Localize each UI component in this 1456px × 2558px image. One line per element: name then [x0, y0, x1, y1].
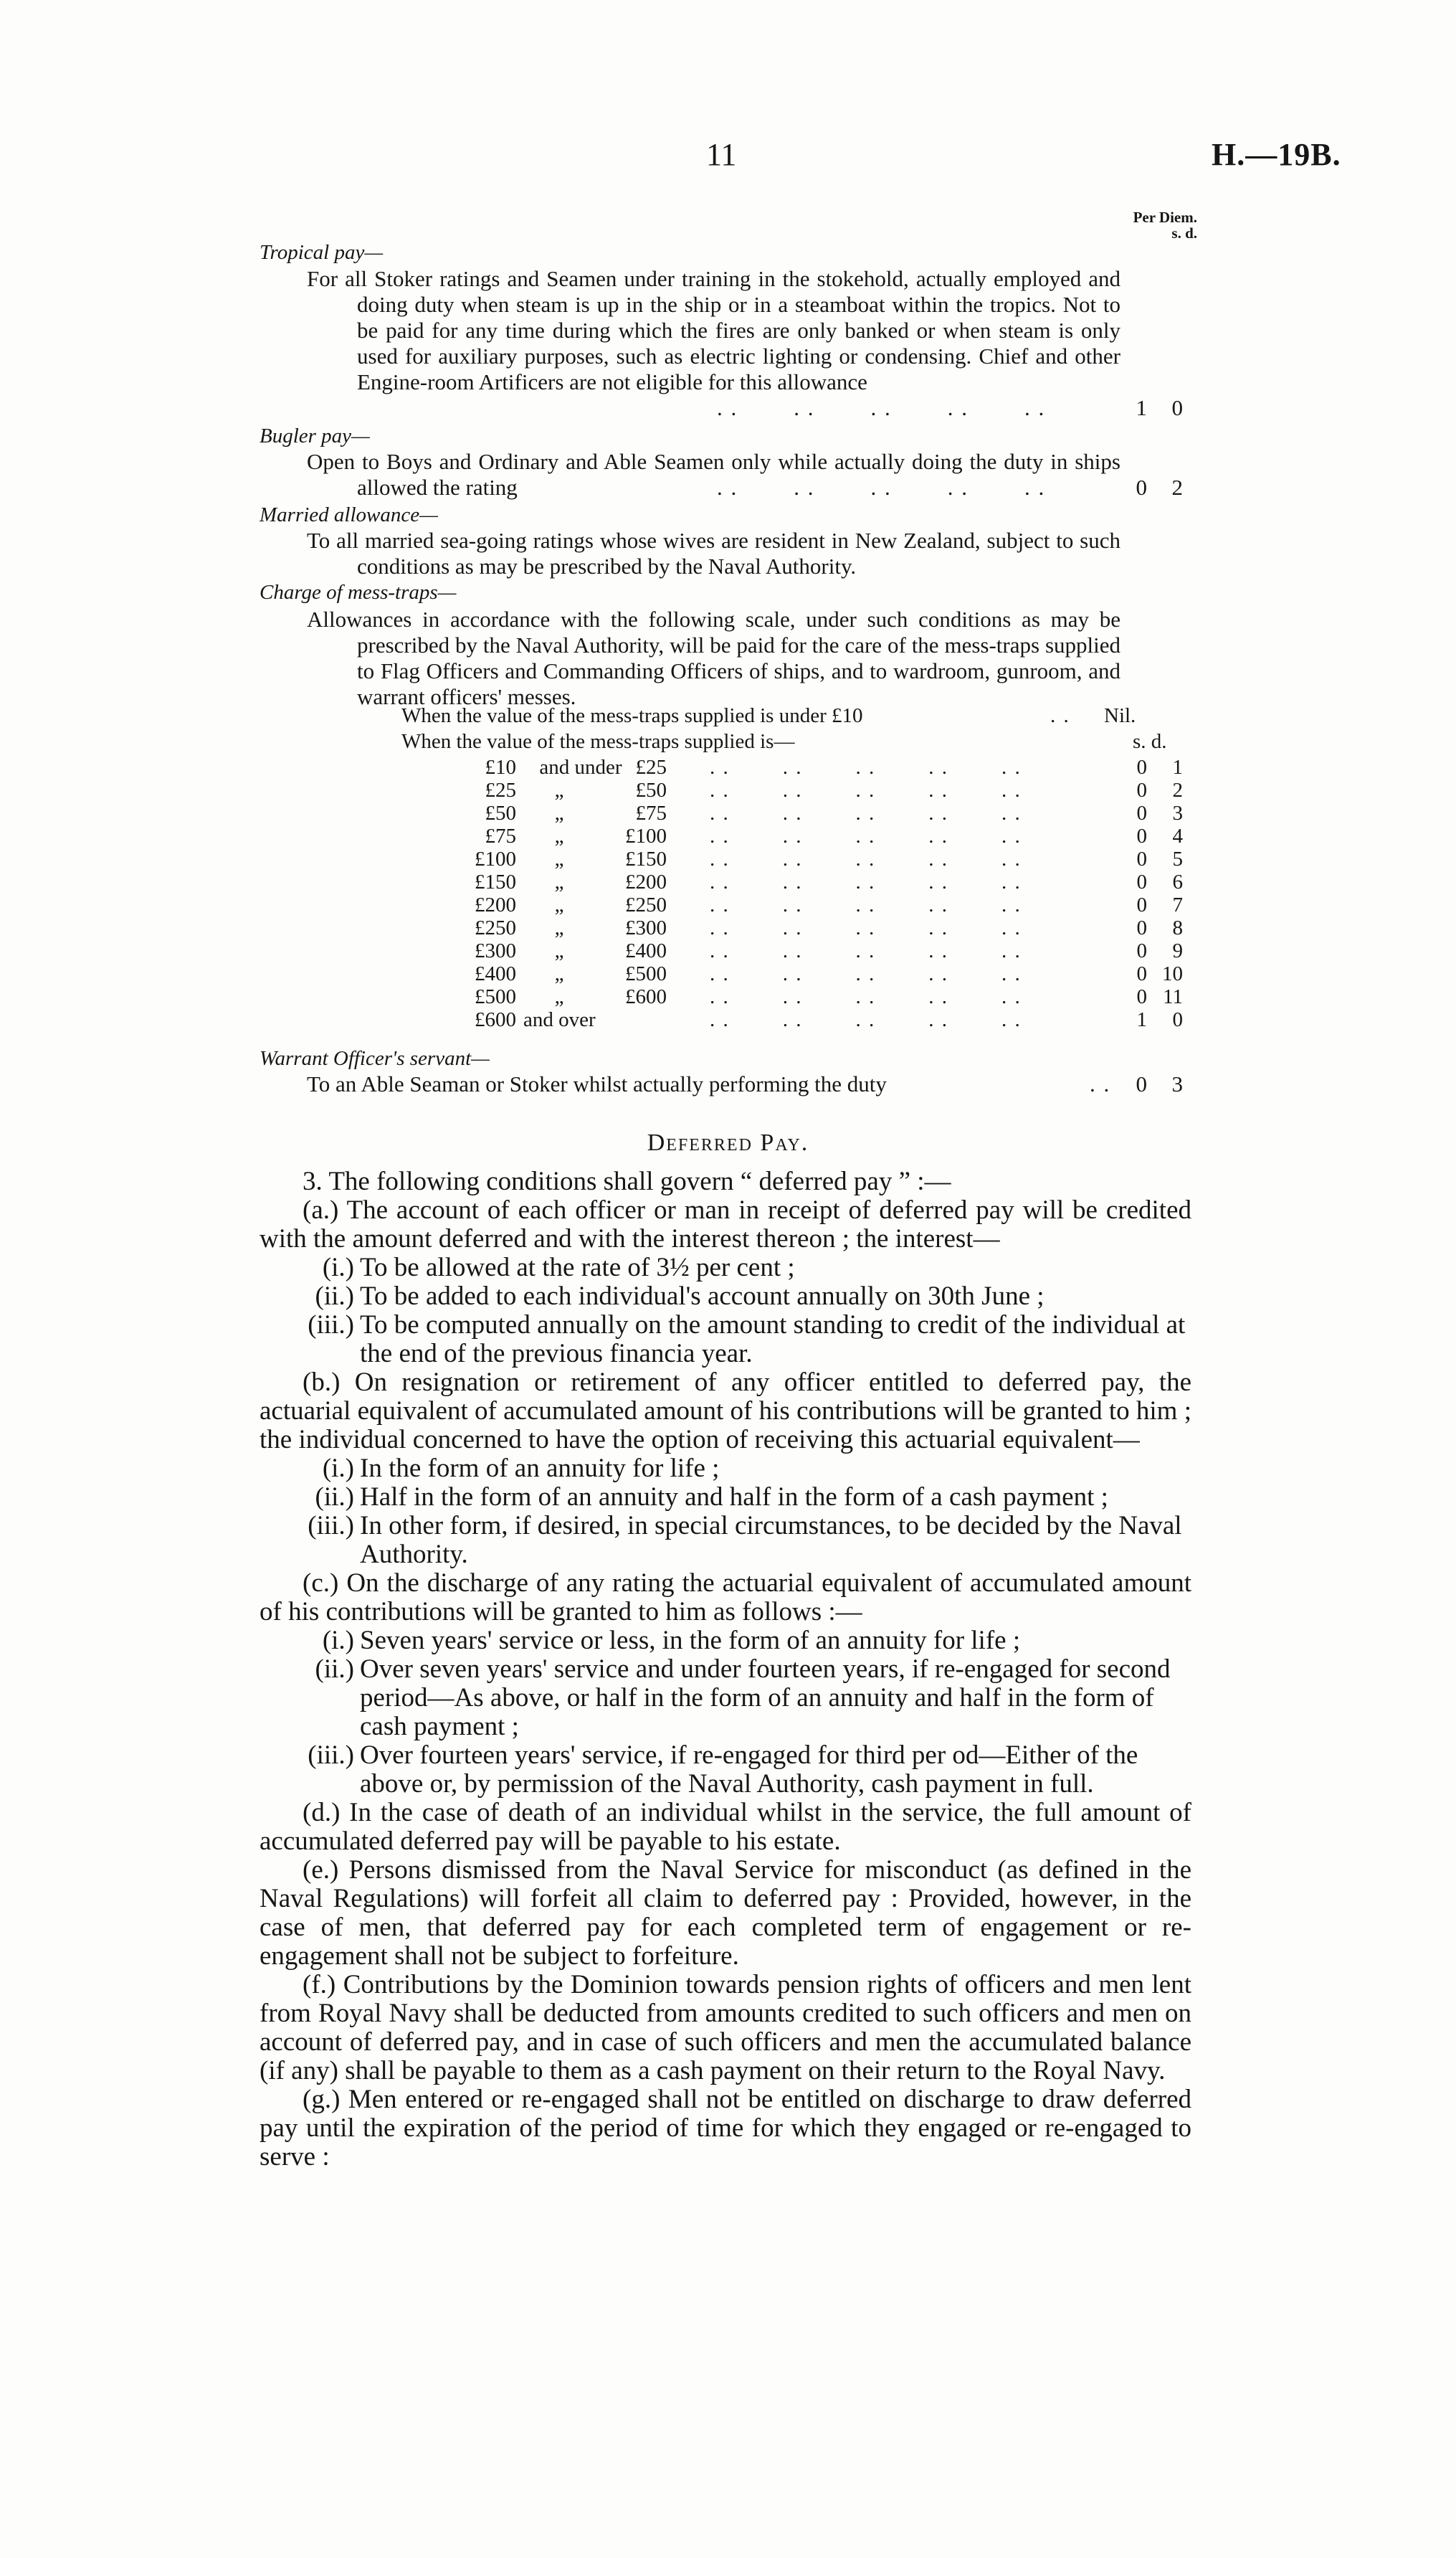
- item-text: Over seven years' service and under fourteen years, if re-engaged for second period—As above, or half in the form of an annuity and half in the form of cash payment ;: [360, 1654, 1171, 1741]
- row-shillings: 0: [1136, 825, 1147, 848]
- mess-traps-row: £50 „ £75 0 3 . . . . . . . . . .: [401, 802, 1212, 825]
- clause-f: (f.) Contributions by the Dominion towards pension rights of officers and men lent from Royal Navy shall be deducted from amounts credited to such officers and men on account of deferred pay, and in case of such officers and men the accumulated balance (if any) shall be payable to them as a cash payment on their return to the Royal Navy.: [260, 1970, 1191, 2085]
- row-to-value: £500: [625, 962, 667, 985]
- row-from-value: £600: [475, 1008, 516, 1031]
- row-separator: „: [554, 779, 564, 802]
- row-pence: 4: [1172, 825, 1183, 848]
- row-shillings: 1: [1136, 1008, 1147, 1031]
- item-number: (ii.): [315, 1482, 354, 1512]
- item-number: (i.): [322, 1253, 354, 1282]
- row-separator: „: [554, 894, 564, 916]
- row-to-value: £200: [625, 871, 667, 894]
- item-number: (iii.): [308, 1511, 354, 1540]
- clause-c-items: [260, 1626, 1191, 1799]
- clause-b: (b.) On resignation or retirement of any officer entitled to deferred pay, the actuarial equivalent of accumulated amount of his contributions will be granted to him ; the individual concerned to have the option of receiving this actuarial equivalent—: [260, 1368, 1191, 1454]
- mess-traps-rows: [401, 756, 1212, 1031]
- row-separator: and under: [539, 756, 622, 779]
- row-pence: 9: [1172, 939, 1183, 962]
- item-text: Seven years' service or less, in the form of an annuity for life ;: [360, 1626, 1021, 1655]
- row-pence: 5: [1172, 848, 1183, 871]
- item-text: In the form of an annuity for life ;: [360, 1454, 720, 1483]
- deferred-intro: 3. The following conditions shall govern “ deferred pay ” :—: [303, 1167, 951, 1196]
- row-pence: 3: [1172, 802, 1183, 825]
- row-shillings: 0: [1136, 756, 1147, 779]
- bugler-pay-rate: 0 2: [1136, 475, 1183, 500]
- row-separator: „: [554, 871, 564, 894]
- row-from-value: £10: [485, 756, 516, 779]
- row-pence: 6: [1172, 871, 1183, 894]
- bugler-pay-text: Open to Boys and Ordinary and Able Seamen only while actually doing the duty in ships allowed the rating: [307, 449, 1120, 500]
- clause-b-items: [260, 1454, 1191, 1569]
- item-number: (i.): [322, 1454, 354, 1483]
- row-separator: „: [554, 962, 564, 985]
- mess-traps-scale: [401, 704, 1212, 1031]
- clause-d: (d.) In the case of death of an individual whilst in the service, the full amount of accumulated deferred pay will be payable to his estate.: [260, 1798, 1191, 1856]
- warrant-servant-text: To an Able Seaman or Stoker whilst actually performing the duty: [307, 1071, 887, 1096]
- row-from-value: £250: [475, 916, 516, 939]
- mess-traps-row: £10 and under £25 0 1 . . . . . . . . . .: [401, 756, 1212, 779]
- per-diem-units: s. d.: [1171, 224, 1197, 242]
- mess-traps-under-row: When the value of the mess-traps supplied is under £10 . . Nil.: [401, 704, 1136, 727]
- row-shillings: 0: [1136, 962, 1147, 985]
- warrant-servant-heading: Warrant Officer's servant—: [260, 1047, 490, 1070]
- item-text: Over fourteen years' service, if re-engaged for third per od—Either of the above or, by permission of the Naval Authority, cash payment in full.: [360, 1740, 1138, 1799]
- row-shillings: 0: [1136, 779, 1147, 802]
- row-to-value: £600: [625, 985, 667, 1008]
- bugler-pay-heading: Bugler pay—: [260, 425, 370, 447]
- clause-c-item: [260, 1626, 1191, 1655]
- row-shillings: 0: [1136, 894, 1147, 916]
- clause-c-item: [260, 1741, 1191, 1799]
- tropical-pay-heading: Tropical pay—: [260, 241, 384, 264]
- row-shillings: 0: [1136, 916, 1147, 939]
- row-to-value: £75: [635, 802, 667, 825]
- item-number: (ii.): [315, 1654, 354, 1684]
- clause-e: (e.) Persons dismissed from the Naval Service for misconduct (as defined in the Naval Regulations) will forfeit all claim to deferred pay : Provided, however, in the case of men, that deferred pay for each completed term of engagement or re-engagement shall not be subject to forfeiture.: [260, 1855, 1191, 1971]
- item-text: Half in the form of an annuity and half in the form of a cash payment ;: [360, 1482, 1108, 1512]
- clause-c: (c.) On the discharge of any rating the actuarial equivalent of accumulated amount of his contributions will be granted to him as follows :—: [260, 1568, 1191, 1626]
- mess-traps-row: £600 and over 1 0 . . . . . . . . . .: [401, 1008, 1212, 1031]
- mess-traps-row: £200 „ £250 0 7 . . . . . . . . . .: [401, 894, 1212, 916]
- item-number: (i.): [322, 1626, 354, 1655]
- row-pence: 11: [1163, 985, 1183, 1008]
- row-shillings: 0: [1136, 939, 1147, 962]
- row-shillings: 0: [1136, 848, 1147, 871]
- mess-traps-heading: Charge of mess-traps—: [260, 581, 457, 604]
- row-to-value: £100: [625, 825, 667, 848]
- per-diem-header: [1104, 209, 1197, 241]
- mess-traps-row: £100 „ £150 0 5 . . . . . . . . . .: [401, 848, 1212, 871]
- clause-a-item: [260, 1254, 1191, 1282]
- clause-b-item: [260, 1454, 1191, 1483]
- row-separator: and over: [523, 1008, 596, 1031]
- row-separator: „: [554, 802, 564, 825]
- married-allowance-text: To all married sea-going ratings whose wives are resident in New Zealand, subject to such conditions as may be prescribed by the Naval Authority.: [307, 528, 1120, 579]
- item-text: To be computed annually on the amount standing to credit of the individual at the end of the previous financia year.: [360, 1310, 1186, 1368]
- mess-traps-row: £75 „ £100 0 4 . . . . . . . . . .: [401, 825, 1212, 848]
- row-separator: „: [554, 985, 564, 1008]
- row-to-value: £25: [635, 756, 667, 779]
- row-separator: „: [554, 939, 564, 962]
- mess-traps-text: Allowances in accordance with the following scale, under such conditions as may be prescribed by the Naval Authority, will be paid for the care of the mess-traps supplied to Flag Officers and Commanding Officers of ships, and to wardroom, gunroom, and warrant officers' messes.: [307, 607, 1120, 709]
- row-separator: „: [554, 848, 564, 871]
- tropical-pay-rate: 1 0: [1136, 395, 1183, 420]
- mess-traps-row: £150 „ £200 0 6 . . . . . . . . . .: [401, 871, 1212, 894]
- document-reference: H.—19B.: [1212, 137, 1341, 172]
- clause-b-item: [260, 1483, 1191, 1512]
- item-text: To be added to each individual's account annually on 30th June ;: [360, 1282, 1045, 1311]
- page-number: 11: [706, 137, 737, 172]
- mess-traps-row: £300 „ £400 0 9 . . . . . . . . . .: [401, 939, 1212, 962]
- row-to-value: £50: [635, 779, 667, 802]
- deferred-pay-body: [260, 1167, 1191, 2171]
- item-text: In other form, if desired, in special circumstances, to be decided by the Naval Authority.: [360, 1511, 1182, 1569]
- clause-a-items: [260, 1254, 1191, 1368]
- row-to-value: £300: [625, 916, 667, 939]
- clause-a-item: [260, 1311, 1191, 1368]
- row-separator: „: [554, 916, 564, 939]
- row-shillings: 0: [1136, 985, 1147, 1008]
- row-to-value: £400: [625, 939, 667, 962]
- row-pence: 2: [1172, 779, 1183, 802]
- row-from-value: £75: [485, 825, 516, 848]
- mess-traps-row: £500 „ £600 0 11 . . . . . . . . . .: [401, 985, 1212, 1008]
- row-pence: 7: [1172, 894, 1183, 916]
- deferred-pay-title: Deferred Pay.: [647, 1129, 809, 1156]
- item-number: (iii.): [308, 1740, 354, 1770]
- married-allowance-heading: Married allowance—: [260, 503, 438, 526]
- row-from-value: £500: [475, 985, 516, 1008]
- per-diem-label: Per Diem.: [1133, 209, 1197, 226]
- clause-c-item: [260, 1655, 1191, 1741]
- row-from-value: £150: [475, 871, 516, 894]
- row-to-value: £250: [625, 894, 667, 916]
- mess-traps-is-row: When the value of the mess-traps supplied is— s. d.: [401, 730, 1167, 753]
- row-shillings: 0: [1136, 802, 1147, 825]
- row-to-value: £150: [625, 848, 667, 871]
- row-pence: 8: [1172, 916, 1183, 939]
- clause-b-item: [260, 1512, 1191, 1569]
- mess-traps-row: £250 „ £300 0 8 . . . . . . . . . .: [401, 916, 1212, 939]
- item-number: (ii.): [315, 1282, 354, 1311]
- clause-g: (g.) Men entered or re-engaged shall not be entitled on discharge to draw deferred pay until the expiration of the period of time for which they engaged or re-engaged to serve :: [260, 2085, 1191, 2171]
- row-from-value: £100: [475, 848, 516, 871]
- clause-a: (a.) The account of each officer or man in receipt of deferred pay will be credited with the amount deferred and with the interest thereon ; the interest—: [260, 1195, 1191, 1254]
- row-from-value: £200: [475, 894, 516, 916]
- row-pence: 1: [1172, 756, 1183, 779]
- row-from-value: £50: [485, 802, 516, 825]
- tropical-pay-text: For all Stoker ratings and Seamen under training in the stokehold, actually employed and doing duty when steam is up in the ship or in a steamboat within the tropics. Not to be paid for any time during which the fires are only banked or when steam is only used for auxiliary purposes, such as electric lighting or condensing. Chief and other Engine-room Artificers are not eligible for this allowance: [307, 266, 1120, 394]
- row-from-value: £400: [475, 962, 516, 985]
- clause-a-item: [260, 1282, 1191, 1311]
- mess-traps-row: £400 „ £500 0 10 . . . . . . . . . .: [401, 962, 1212, 985]
- row-from-value: £300: [475, 939, 516, 962]
- row-pence: 0: [1172, 1008, 1183, 1031]
- item-number: (iii.): [308, 1310, 354, 1340]
- row-pence: 10: [1162, 962, 1183, 985]
- row-shillings: 0: [1136, 871, 1147, 894]
- warrant-servant-rate: 0 3: [1136, 1071, 1183, 1096]
- row-separator: „: [554, 825, 564, 848]
- mess-traps-row: £25 „ £50 0 2 . . . . . . . . . .: [401, 779, 1212, 802]
- row-from-value: £25: [485, 779, 516, 802]
- item-text: To be allowed at the rate of 3½ per cent ;: [360, 1253, 795, 1282]
